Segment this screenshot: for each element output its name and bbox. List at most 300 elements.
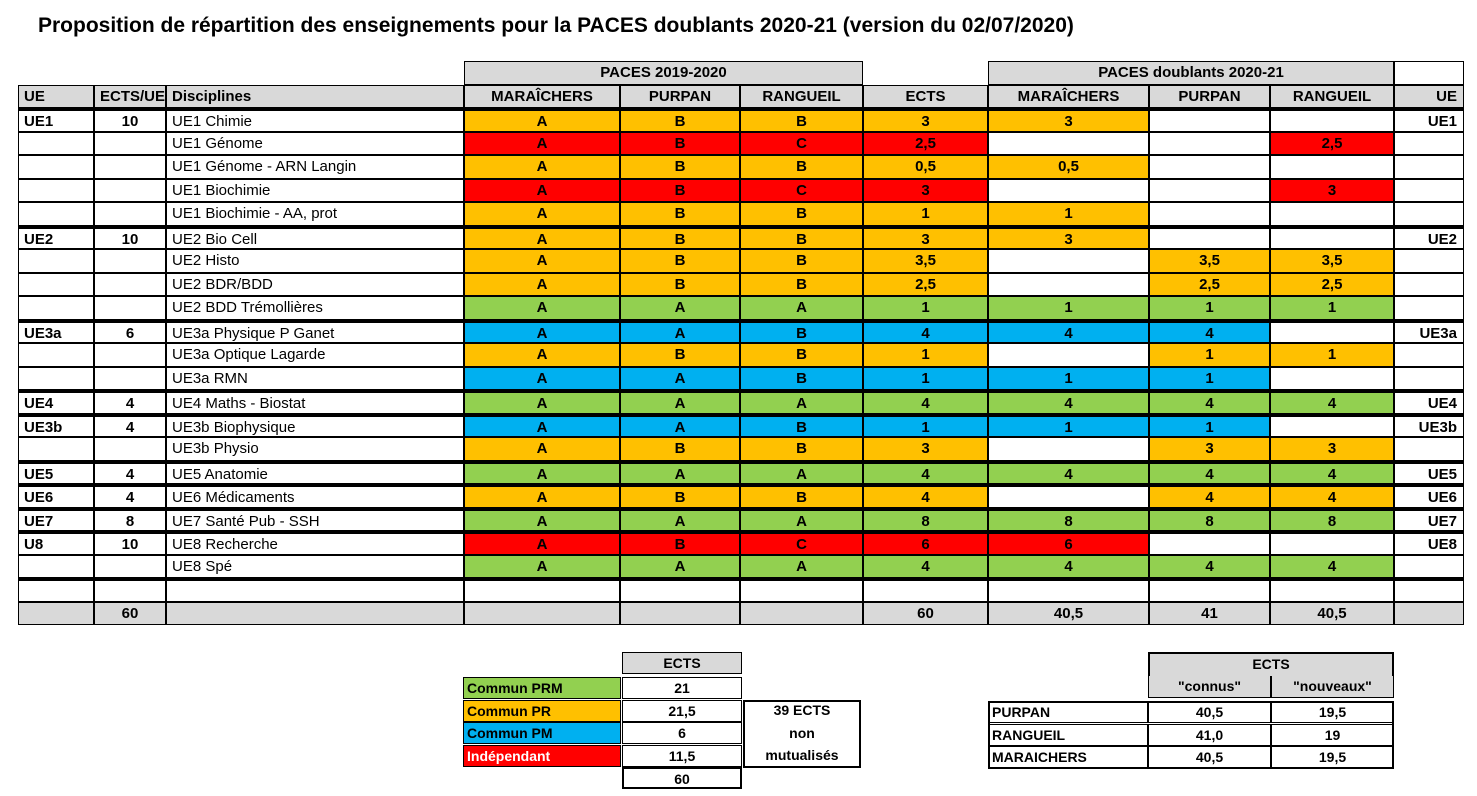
table-row bbox=[18, 179, 1464, 203]
column-header: PURPAN bbox=[620, 85, 740, 109]
purpan-2019-cell: B bbox=[620, 202, 740, 226]
ue-cell bbox=[18, 555, 94, 579]
ue-right-cell: UE3b bbox=[1394, 414, 1464, 438]
ects-ue-cell: 4 bbox=[94, 390, 166, 414]
legend2-connus-value: 40,5 bbox=[1148, 746, 1271, 768]
maraichers-2021-cell: 0,5 bbox=[988, 155, 1149, 179]
ects-ue-cell: 8 bbox=[94, 508, 166, 532]
ue-cell bbox=[18, 249, 94, 273]
total-cell: 41 bbox=[1149, 602, 1270, 626]
maraichers-2019-cell: A bbox=[464, 155, 620, 179]
discipline-cell: UE7 Santé Pub - SSH bbox=[166, 508, 464, 532]
maraichers-2019-cell: A bbox=[464, 531, 620, 555]
blank-cell bbox=[18, 578, 94, 602]
rangueil-2019-cell: B bbox=[740, 414, 863, 438]
legend2-body-box bbox=[988, 701, 1394, 769]
ue-cell bbox=[18, 179, 94, 203]
maraichers-2021-cell: 4 bbox=[988, 555, 1149, 579]
ects-ue-cell bbox=[94, 273, 166, 297]
discipline-cell: UE3b Biophysique bbox=[166, 414, 464, 438]
maraichers-2021-cell bbox=[988, 179, 1149, 203]
ects-ue-cell bbox=[94, 202, 166, 226]
ects-cell: 3 bbox=[863, 108, 988, 132]
maraichers-2021-cell: 3 bbox=[988, 226, 1149, 250]
purpan-2019-cell: A bbox=[620, 296, 740, 320]
ects-cell: 1 bbox=[863, 343, 988, 367]
table-row bbox=[18, 367, 1464, 391]
ects-cell: 4 bbox=[863, 390, 988, 414]
rangueil-2021-cell: 4 bbox=[1270, 555, 1394, 579]
maraichers-2019-cell: A bbox=[464, 108, 620, 132]
discipline-cell: UE1 Chimie bbox=[166, 108, 464, 132]
ue-right-cell: UE5 bbox=[1394, 461, 1464, 485]
maraichers-2021-cell: 1 bbox=[988, 202, 1149, 226]
maraichers-2021-cell bbox=[988, 343, 1149, 367]
total-cell: 40,5 bbox=[988, 602, 1149, 626]
rangueil-2019-cell: C bbox=[740, 531, 863, 555]
ue-cell bbox=[18, 437, 94, 461]
ects-cell: 6 bbox=[863, 531, 988, 555]
ue-cell: UE7 bbox=[18, 508, 94, 532]
column-header: UE bbox=[1394, 85, 1464, 109]
discipline-cell: UE4 Maths - Biostat bbox=[166, 390, 464, 414]
purpan-2021-cell bbox=[1149, 132, 1270, 156]
table-row bbox=[18, 202, 1464, 226]
column-header: Disciplines bbox=[166, 85, 464, 109]
ects-ue-cell: 4 bbox=[94, 461, 166, 485]
ue-right-cell bbox=[1394, 179, 1464, 203]
blank-cell bbox=[1270, 578, 1394, 602]
purpan-2021-cell: 4 bbox=[1149, 555, 1270, 579]
rangueil-2019-cell: B bbox=[740, 155, 863, 179]
maraichers-2021-cell: 3 bbox=[988, 108, 1149, 132]
ue-cell: UE4 bbox=[18, 390, 94, 414]
rangueil-2021-cell: 4 bbox=[1270, 390, 1394, 414]
purpan-2019-cell: A bbox=[620, 461, 740, 485]
ects-cell: 4 bbox=[863, 461, 988, 485]
purpan-2019-cell: B bbox=[620, 437, 740, 461]
maraichers-2021-cell bbox=[988, 273, 1149, 297]
total-cell bbox=[1394, 602, 1464, 626]
purpan-2021-cell bbox=[1149, 531, 1270, 555]
legend-category-value: 21,5 bbox=[622, 700, 742, 722]
ects-cell: 3 bbox=[863, 226, 988, 250]
ects-ue-cell: 10 bbox=[94, 226, 166, 250]
rangueil-2021-cell: 2,5 bbox=[1270, 273, 1394, 297]
table-row bbox=[18, 508, 1464, 532]
ects-cell: 1 bbox=[863, 414, 988, 438]
discipline-cell: UE8 Spé bbox=[166, 555, 464, 579]
rangueil-2019-cell: B bbox=[740, 202, 863, 226]
rangueil-2021-cell: 8 bbox=[1270, 508, 1394, 532]
rangueil-2021-cell bbox=[1270, 531, 1394, 555]
discipline-cell: UE2 BDR/BDD bbox=[166, 273, 464, 297]
rangueil-2019-cell: B bbox=[740, 226, 863, 250]
ects-ue-cell: 10 bbox=[94, 531, 166, 555]
group-header-row bbox=[18, 61, 1464, 85]
purpan-2019-cell: B bbox=[620, 273, 740, 297]
legend2-nouveaux-value: 19,5 bbox=[1271, 701, 1394, 723]
table-row bbox=[18, 108, 1464, 132]
table-row bbox=[18, 155, 1464, 179]
legend-total-value: 60 bbox=[622, 767, 742, 789]
rangueil-2021-cell bbox=[1270, 320, 1394, 344]
rangueil-2021-cell: 3,5 bbox=[1270, 249, 1394, 273]
ects-ue-cell: 10 bbox=[94, 108, 166, 132]
purpan-2021-cell: 4 bbox=[1149, 320, 1270, 344]
purpan-2021-cell: 1 bbox=[1149, 414, 1270, 438]
blank-cell bbox=[464, 578, 620, 602]
purpan-2019-cell: A bbox=[620, 414, 740, 438]
maraichers-2021-cell: 1 bbox=[988, 296, 1149, 320]
maraichers-2021-cell: 8 bbox=[988, 508, 1149, 532]
rangueil-2019-cell: B bbox=[740, 484, 863, 508]
legend2-connus-value: 40,5 bbox=[1148, 701, 1271, 723]
total-cell bbox=[18, 602, 94, 626]
maraichers-2019-cell: A bbox=[464, 273, 620, 297]
discipline-cell: UE3a Physique P Ganet bbox=[166, 320, 464, 344]
ects-ue-cell bbox=[94, 249, 166, 273]
legend2-subheader: "connus" bbox=[1148, 676, 1271, 698]
maraichers-2019-cell: A bbox=[464, 414, 620, 438]
purpan-2021-cell: 4 bbox=[1149, 461, 1270, 485]
rangueil-2021-cell: 2,5 bbox=[1270, 132, 1394, 156]
ue-cell bbox=[18, 367, 94, 391]
discipline-cell: UE2 Bio Cell bbox=[166, 226, 464, 250]
discipline-cell: UE5 Anatomie bbox=[166, 461, 464, 485]
purpan-2021-cell: 2,5 bbox=[1149, 273, 1270, 297]
legend-category-label: Commun PM bbox=[463, 722, 621, 744]
column-header: ECTS/UE bbox=[94, 85, 166, 109]
ects-cell: 1 bbox=[863, 367, 988, 391]
ects-cell: 8 bbox=[863, 508, 988, 532]
ue-cell bbox=[18, 296, 94, 320]
ects-cell: 4 bbox=[863, 320, 988, 344]
maraichers-2019-cell: A bbox=[464, 508, 620, 532]
purpan-2019-cell: B bbox=[620, 226, 740, 250]
table-row bbox=[18, 320, 1464, 344]
rangueil-2021-cell bbox=[1270, 202, 1394, 226]
purpan-2021-cell bbox=[1149, 202, 1270, 226]
rangueil-2019-cell: A bbox=[740, 555, 863, 579]
maraichers-2019-cell: A bbox=[464, 461, 620, 485]
legend2-nouveaux-value: 19 bbox=[1271, 724, 1394, 746]
discipline-cell: UE1 Biochimie bbox=[166, 179, 464, 203]
maraichers-2021-cell bbox=[988, 249, 1149, 273]
total-cell bbox=[464, 602, 620, 626]
group-header-paces-2019: PACES 2019-2020 bbox=[464, 61, 863, 85]
ue-cell: UE5 bbox=[18, 461, 94, 485]
column-header: RANGUEIL bbox=[1270, 85, 1394, 109]
purpan-2019-cell: B bbox=[620, 108, 740, 132]
ue-right-cell bbox=[1394, 437, 1464, 461]
table-row bbox=[18, 249, 1464, 273]
ue-right-cell bbox=[1394, 555, 1464, 579]
ects-ue-cell bbox=[94, 367, 166, 391]
ue-right-cell bbox=[1394, 296, 1464, 320]
group-header-paces-doublants: PACES doublants 2020-21 bbox=[988, 61, 1394, 85]
legend-category-value: 11,5 bbox=[622, 745, 742, 767]
ects-cell: 1 bbox=[863, 202, 988, 226]
table-row bbox=[18, 273, 1464, 297]
legend2-connus-value: 41,0 bbox=[1148, 724, 1271, 746]
rangueil-2021-cell bbox=[1270, 367, 1394, 391]
total-cell: 60 bbox=[94, 602, 166, 626]
column-header: ECTS bbox=[863, 85, 988, 109]
ue-right-cell: UE1 bbox=[1394, 108, 1464, 132]
ects-cell: 2,5 bbox=[863, 273, 988, 297]
ue-cell: UE1 bbox=[18, 108, 94, 132]
maraichers-2019-cell: A bbox=[464, 202, 620, 226]
rangueil-2021-cell bbox=[1270, 226, 1394, 250]
purpan-2019-cell: B bbox=[620, 484, 740, 508]
ects-ue-cell bbox=[94, 155, 166, 179]
maraichers-2019-cell: A bbox=[464, 484, 620, 508]
blank-cell bbox=[1394, 578, 1464, 602]
legend2-site-label: RANGUEIL bbox=[988, 724, 1148, 746]
column-header: MARAÎCHERS bbox=[988, 85, 1149, 109]
ue-right-cell: UE8 bbox=[1394, 531, 1464, 555]
legend-category-label: Commun PRM bbox=[463, 677, 621, 699]
purpan-2021-cell: 1 bbox=[1149, 296, 1270, 320]
purpan-2021-cell: 4 bbox=[1149, 390, 1270, 414]
ue-right-cell: UE7 bbox=[1394, 508, 1464, 532]
ects-ue-cell: 4 bbox=[94, 484, 166, 508]
rangueil-2019-cell: A bbox=[740, 461, 863, 485]
purpan-2021-cell: 3 bbox=[1149, 437, 1270, 461]
ue-cell bbox=[18, 273, 94, 297]
legend2-site-label: MARAICHERS bbox=[988, 746, 1148, 768]
purpan-2021-cell bbox=[1149, 108, 1270, 132]
ects-ue-cell bbox=[94, 555, 166, 579]
table-row bbox=[18, 461, 1464, 485]
rangueil-2021-cell bbox=[1270, 414, 1394, 438]
table-row bbox=[18, 226, 1464, 250]
legend2-subheader: "nouveaux" bbox=[1271, 676, 1394, 698]
ects-cell: 3 bbox=[863, 437, 988, 461]
column-header: MARAÎCHERS bbox=[464, 85, 620, 109]
purpan-2019-cell: A bbox=[620, 555, 740, 579]
ects-ue-cell: 6 bbox=[94, 320, 166, 344]
rangueil-2019-cell: A bbox=[740, 390, 863, 414]
purpan-2021-cell bbox=[1149, 155, 1270, 179]
ects-ue-cell bbox=[94, 296, 166, 320]
total-cell bbox=[620, 602, 740, 626]
total-cell bbox=[166, 602, 464, 626]
ue-right-cell bbox=[1394, 202, 1464, 226]
column-header-row bbox=[18, 85, 1464, 109]
maraichers-2019-cell: A bbox=[464, 343, 620, 367]
ue-right-cell: UE3a bbox=[1394, 320, 1464, 344]
discipline-cell: UE3b Physio bbox=[166, 437, 464, 461]
blank-cell bbox=[863, 578, 988, 602]
page-title: Proposition de répartition des enseignements pour la PACES doublants 2020-21 (version du 02/07/2020) bbox=[38, 14, 1074, 37]
totals-row bbox=[18, 602, 1464, 626]
purpan-2019-cell: A bbox=[620, 508, 740, 532]
total-cell bbox=[740, 602, 863, 626]
maraichers-2021-cell: 4 bbox=[988, 320, 1149, 344]
ects-cell: 1 bbox=[863, 296, 988, 320]
column-header: RANGUEIL bbox=[740, 85, 863, 109]
table-row bbox=[18, 484, 1464, 508]
maraichers-2021-cell: 4 bbox=[988, 461, 1149, 485]
discipline-cell: UE3a Optique Lagarde bbox=[166, 343, 464, 367]
maraichers-2021-cell: 1 bbox=[988, 414, 1149, 438]
rangueil-2019-cell: B bbox=[740, 320, 863, 344]
purpan-2021-cell: 3,5 bbox=[1149, 249, 1270, 273]
legend-ects-header: ECTS bbox=[622, 652, 742, 674]
rangueil-2021-cell bbox=[1270, 155, 1394, 179]
blank-cell bbox=[1149, 578, 1270, 602]
legend2-site-label: PURPAN bbox=[988, 701, 1148, 723]
blank-cell bbox=[94, 578, 166, 602]
table-row bbox=[18, 296, 1464, 320]
maraichers-2021-cell bbox=[988, 132, 1149, 156]
rangueil-2019-cell: B bbox=[740, 343, 863, 367]
ue-right-cell bbox=[1394, 273, 1464, 297]
maraichers-2019-cell: A bbox=[464, 437, 620, 461]
table-row bbox=[18, 555, 1464, 579]
blank-cell bbox=[740, 578, 863, 602]
rangueil-2019-cell: C bbox=[740, 132, 863, 156]
table-row bbox=[18, 531, 1464, 555]
blank-cell bbox=[988, 578, 1149, 602]
ue-right-cell: UE2 bbox=[1394, 226, 1464, 250]
maraichers-2021-cell: 4 bbox=[988, 390, 1149, 414]
ue-right-cell bbox=[1394, 132, 1464, 156]
ue-right-cell: UE6 bbox=[1394, 484, 1464, 508]
purpan-2019-cell: B bbox=[620, 249, 740, 273]
ects-ue-cell bbox=[94, 437, 166, 461]
ects-cell: 3 bbox=[863, 179, 988, 203]
rangueil-2019-cell: A bbox=[740, 508, 863, 532]
maraichers-2019-cell: A bbox=[464, 249, 620, 273]
table-row bbox=[18, 343, 1464, 367]
discipline-cell: UE8 Recherche bbox=[166, 531, 464, 555]
main-table bbox=[18, 61, 1464, 625]
purpan-2021-cell: 4 bbox=[1149, 484, 1270, 508]
purpan-2021-cell: 8 bbox=[1149, 508, 1270, 532]
rangueil-2019-cell: B bbox=[740, 367, 863, 391]
purpan-2021-cell bbox=[1149, 179, 1270, 203]
rangueil-2021-cell: 1 bbox=[1270, 296, 1394, 320]
maraichers-2021-cell: 1 bbox=[988, 367, 1149, 391]
legend-category-value: 21 bbox=[622, 677, 742, 699]
ects-cell: 4 bbox=[863, 555, 988, 579]
table-row bbox=[18, 132, 1464, 156]
total-cell: 60 bbox=[863, 602, 988, 626]
discipline-cell: UE2 BDD Trémollières bbox=[166, 296, 464, 320]
total-cell: 40,5 bbox=[1270, 602, 1394, 626]
ue-cell bbox=[18, 202, 94, 226]
discipline-cell: UE1 Génome bbox=[166, 132, 464, 156]
legend-category-value: 6 bbox=[622, 722, 742, 744]
ects-cell: 2,5 bbox=[863, 132, 988, 156]
legend2-nouveaux-value: 19,5 bbox=[1271, 746, 1394, 768]
legend-note-line: mutualisés bbox=[743, 745, 861, 767]
rangueil-2021-cell: 3 bbox=[1270, 437, 1394, 461]
purpan-2019-cell: A bbox=[620, 367, 740, 391]
table-row bbox=[18, 437, 1464, 461]
discipline-cell: UE6 Médicaments bbox=[166, 484, 464, 508]
rangueil-2019-cell: C bbox=[740, 179, 863, 203]
discipline-cell: UE1 Génome - ARN Langin bbox=[166, 155, 464, 179]
maraichers-2019-cell: A bbox=[464, 226, 620, 250]
ue-cell: UE3b bbox=[18, 414, 94, 438]
rangueil-2021-cell: 3 bbox=[1270, 179, 1394, 203]
ue-cell bbox=[18, 132, 94, 156]
ue-right-cell: UE4 bbox=[1394, 390, 1464, 414]
ects-ue-cell bbox=[94, 343, 166, 367]
maraichers-2019-cell: A bbox=[464, 555, 620, 579]
purpan-2021-cell: 1 bbox=[1149, 367, 1270, 391]
ue-right-cell bbox=[1394, 155, 1464, 179]
ue-cell bbox=[18, 155, 94, 179]
ects-cell: 3,5 bbox=[863, 249, 988, 273]
rangueil-2019-cell: B bbox=[740, 108, 863, 132]
rangueil-2021-cell: 1 bbox=[1270, 343, 1394, 367]
rangueil-2019-cell: B bbox=[740, 273, 863, 297]
maraichers-2019-cell: A bbox=[464, 296, 620, 320]
ue-cell: U8 bbox=[18, 531, 94, 555]
maraichers-2019-cell: A bbox=[464, 367, 620, 391]
blank-cell bbox=[166, 578, 464, 602]
discipline-cell: UE1 Biochimie - AA, prot bbox=[166, 202, 464, 226]
maraichers-2019-cell: A bbox=[464, 132, 620, 156]
rangueil-2019-cell: B bbox=[740, 437, 863, 461]
legend-note-line: 39 ECTS bbox=[743, 700, 861, 722]
column-header: UE bbox=[18, 85, 94, 109]
purpan-2021-cell: 1 bbox=[1149, 343, 1270, 367]
discipline-cell: UE3a RMN bbox=[166, 367, 464, 391]
legend-note-line: non bbox=[743, 723, 861, 745]
ue-cell bbox=[18, 343, 94, 367]
maraichers-2021-cell bbox=[988, 484, 1149, 508]
ects-cell: 0,5 bbox=[863, 155, 988, 179]
blank-row bbox=[18, 578, 1464, 602]
legend-category-label: Indépendant bbox=[463, 745, 621, 767]
purpan-2019-cell: B bbox=[620, 132, 740, 156]
table-row bbox=[18, 414, 1464, 438]
maraichers-2021-cell bbox=[988, 437, 1149, 461]
rangueil-2019-cell: B bbox=[740, 249, 863, 273]
rangueil-2021-cell bbox=[1270, 108, 1394, 132]
legend-category-label: Commun PR bbox=[463, 700, 621, 722]
maraichers-2019-cell: A bbox=[464, 179, 620, 203]
legend-note-box bbox=[743, 700, 861, 768]
ue-cell: UE6 bbox=[18, 484, 94, 508]
maraichers-2019-cell: A bbox=[464, 320, 620, 344]
table-row bbox=[18, 390, 1464, 414]
purpan-2019-cell: A bbox=[620, 390, 740, 414]
purpan-2021-cell bbox=[1149, 226, 1270, 250]
column-header: PURPAN bbox=[1149, 85, 1270, 109]
rangueil-2021-cell: 4 bbox=[1270, 484, 1394, 508]
maraichers-2021-cell: 6 bbox=[988, 531, 1149, 555]
maraichers-2019-cell: A bbox=[464, 390, 620, 414]
blank-cell bbox=[620, 578, 740, 602]
purpan-2019-cell: B bbox=[620, 531, 740, 555]
ects-ue-cell bbox=[94, 179, 166, 203]
purpan-2019-cell: A bbox=[620, 320, 740, 344]
ue-right-cell bbox=[1394, 367, 1464, 391]
rangueil-2021-cell: 4 bbox=[1270, 461, 1394, 485]
ue-right-cell bbox=[1394, 343, 1464, 367]
legend2-ects-header: ECTS bbox=[1148, 652, 1394, 676]
ue-right-cell bbox=[1394, 249, 1464, 273]
purpan-2019-cell: B bbox=[620, 179, 740, 203]
ects-cell: 4 bbox=[863, 484, 988, 508]
